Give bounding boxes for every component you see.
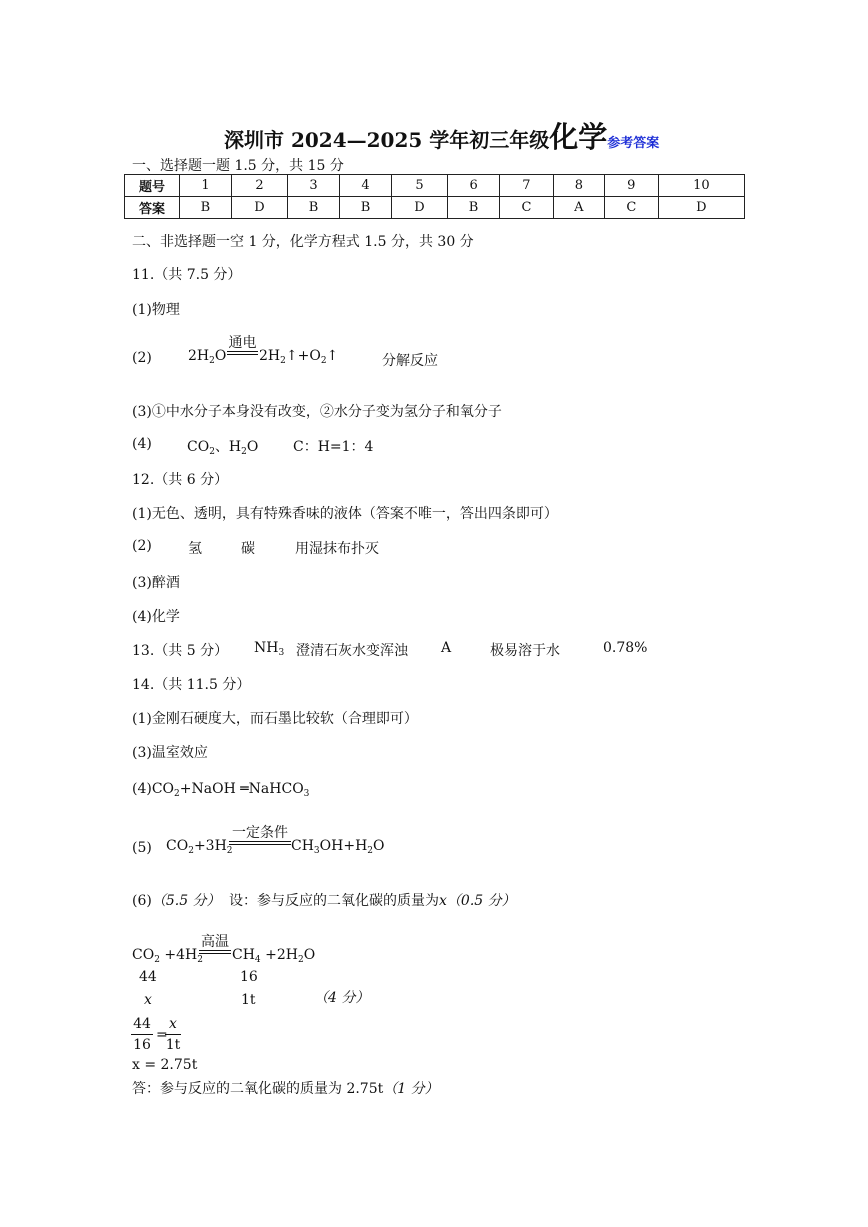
- q13-a: $NH_3$: [254, 640, 285, 658]
- table-cell: 9: [604, 175, 658, 197]
- formula-text: +NaOH ═NaHCO: [179, 781, 304, 797]
- q12-p3: (3)醉酒: [132, 575, 180, 591]
- q14-eq-condition: [199, 934, 231, 954]
- formula-text: CH: [291, 838, 314, 854]
- q14-var-2: 1t: [241, 992, 256, 1008]
- fraction-numerator: 44: [133, 1016, 151, 1032]
- q13-c: A: [441, 640, 452, 656]
- double-line: [227, 351, 258, 355]
- question-label: (6): [132, 893, 152, 909]
- formula-text: CO: [166, 838, 189, 854]
- q14-p6: [132, 890, 516, 910]
- q14-p5-condition: [229, 825, 291, 845]
- fraction-denominator: 16: [133, 1037, 151, 1053]
- q13-d: 极易溶于水: [490, 643, 560, 659]
- q14-p5-left: $CO_2+3H_2$: [166, 838, 233, 856]
- q14-fraction-right: [165, 1016, 181, 1053]
- q14-score-4: （4 分）: [314, 990, 370, 1006]
- table-cell: 3: [288, 175, 340, 197]
- q12-p2-b: 碳: [241, 541, 255, 557]
- q14-p5-right: $CH_3OH+H_2O$: [291, 838, 385, 856]
- table-cell: 5: [391, 175, 447, 197]
- title-main: 深圳市 2024—2025 学年初三年级: [224, 128, 550, 152]
- table-cell: 6: [448, 175, 500, 197]
- q11-p2-left: $2H_2O$: [188, 348, 227, 366]
- condition-text: 通电: [228, 335, 257, 351]
- q14-fraction-equals: =: [156, 1027, 168, 1043]
- condition-text: 一定条件: [232, 825, 288, 841]
- table-cell: D: [391, 197, 447, 219]
- q14-p5-label: (5): [132, 840, 152, 856]
- table-cell: 10: [658, 175, 744, 197]
- table-row-answers: [125, 197, 745, 219]
- table-cell: B: [448, 197, 500, 219]
- q14-var-1: x: [144, 992, 152, 1008]
- q14-eq-right: $CH_4 +2H_2O$: [232, 947, 316, 965]
- q11-p3: (3)①中水分子本身没有改变，②水分子变为氢分子和氧分子: [132, 404, 502, 420]
- formula-text: 2H: [259, 348, 281, 364]
- fraction-denominator: 1t: [165, 1037, 181, 1053]
- title-subject: 化学: [549, 120, 608, 154]
- table-cell: 4: [340, 175, 392, 197]
- row-header-number: 题号: [125, 175, 180, 197]
- answer-table: [124, 174, 745, 219]
- table-cell: C: [500, 197, 554, 219]
- fraction-bar: [131, 1034, 153, 1035]
- condition-text: 高温: [201, 934, 229, 950]
- q14-p1: (1)金刚石硬度大，而石墨比较软（合理即可）: [132, 711, 418, 727]
- q12-p2-label: (2): [132, 538, 152, 554]
- table-cell: B: [340, 197, 392, 219]
- q14-p4: $(4)CO_2+NaOH$ ═NaHCO$_3$: [132, 781, 310, 799]
- double-line: [199, 950, 231, 954]
- q11-p2-right: $2H_2↑+O_2↑$: [259, 348, 339, 366]
- formula-text: ↑+O: [285, 348, 321, 364]
- row-header-answer: 答案: [125, 197, 180, 219]
- formula-text: O: [246, 439, 259, 455]
- table-cell: 8: [553, 175, 604, 197]
- formula-text: 、H: [214, 439, 242, 455]
- table-cell: D: [658, 197, 744, 219]
- formula-text: +2H: [265, 947, 298, 963]
- formula-text: NH: [254, 640, 279, 656]
- q13-b: 澄清石灰水变浑浊: [296, 643, 408, 659]
- table-row-numbers: [125, 175, 745, 197]
- formula-text: OH+H: [319, 838, 368, 854]
- score-note: （1 分）: [383, 1081, 439, 1097]
- q11-p2-type: 分解反应: [382, 353, 438, 369]
- q11-p2-label: (2): [132, 350, 152, 366]
- q14-mass-1: 44: [139, 969, 157, 985]
- q14-mass-2: 16: [240, 969, 258, 985]
- formula-text: ↑: [326, 348, 339, 364]
- q11-p1: (1)物理: [132, 302, 180, 318]
- formula-text: CH: [232, 947, 255, 963]
- formula-text: +3H: [193, 838, 227, 854]
- table-cell: A: [553, 197, 604, 219]
- question-label: (4): [132, 781, 152, 797]
- q14-answer: [132, 1078, 439, 1098]
- q11-heading: 11.（共 7.5 分）: [132, 267, 242, 283]
- q14-fraction-left: [131, 1016, 153, 1053]
- q11-p4-ratio: C：H=1：4: [293, 439, 374, 455]
- q14-result: x = 2.75t: [132, 1057, 198, 1073]
- q12-p2-c: 用湿抹布扑灭: [295, 541, 379, 557]
- answer-text: 答：参与反应的二氧化碳的质量为 2.75t: [132, 1081, 384, 1097]
- formula-text: CO: [132, 947, 155, 963]
- score-note: （0.5 分）: [446, 893, 516, 909]
- q12-p2-a: 氢: [188, 541, 202, 557]
- table-cell: C: [604, 197, 658, 219]
- q11-p4-label: (4): [132, 436, 152, 452]
- table-cell: 2: [231, 175, 287, 197]
- section2-heading: 二、非选择题一空 1 分，化学方程式 1.5 分，共 30 分: [132, 234, 474, 250]
- table-cell: B: [288, 197, 340, 219]
- formula-text: +4H: [164, 947, 198, 963]
- q12-heading: 12.（共 6 分）: [132, 472, 229, 488]
- q14-heading: 14.（共 11.5 分）: [132, 677, 251, 693]
- q12-p1: (1)无色、透明，具有特殊香味的液体（答案不唯一，答出四条即可）: [132, 506, 558, 522]
- solution-text: 设：参与反应的二氧化碳的质量为: [229, 893, 440, 909]
- table-cell: D: [231, 197, 287, 219]
- page-title: [224, 115, 659, 156]
- fraction-numerator: x: [169, 1016, 177, 1032]
- q11-p4-formulas: $CO_2$、$H_2O$: [187, 439, 259, 457]
- formula-text: CO: [187, 439, 210, 455]
- q11-p2-condition: [227, 335, 258, 355]
- fraction-bar: [165, 1034, 181, 1035]
- variable: x: [439, 893, 447, 909]
- score-note: （5.5 分）: [151, 893, 221, 909]
- double-line: [229, 841, 291, 845]
- q14-eq-left: $CO_2 +4H_2$: [132, 947, 203, 965]
- formula-text: O: [373, 838, 385, 854]
- section1-heading: 一、选择题一题 1.5 分，共 15 分: [132, 158, 344, 174]
- formula-text: CO: [151, 781, 175, 797]
- table-cell: B: [180, 197, 232, 219]
- table-cell: 7: [500, 175, 554, 197]
- title-suffix: 参考答案: [607, 136, 660, 151]
- formula-text: O: [303, 947, 316, 963]
- q13-e: 0.78%: [603, 640, 648, 656]
- table-cell: 1: [180, 175, 232, 197]
- formula-text: 2H: [188, 348, 210, 364]
- q13-heading: 13.（共 5 分）: [132, 643, 229, 659]
- q14-p3: (3)温室效应: [132, 745, 208, 761]
- q12-p4: (4)化学: [132, 609, 180, 625]
